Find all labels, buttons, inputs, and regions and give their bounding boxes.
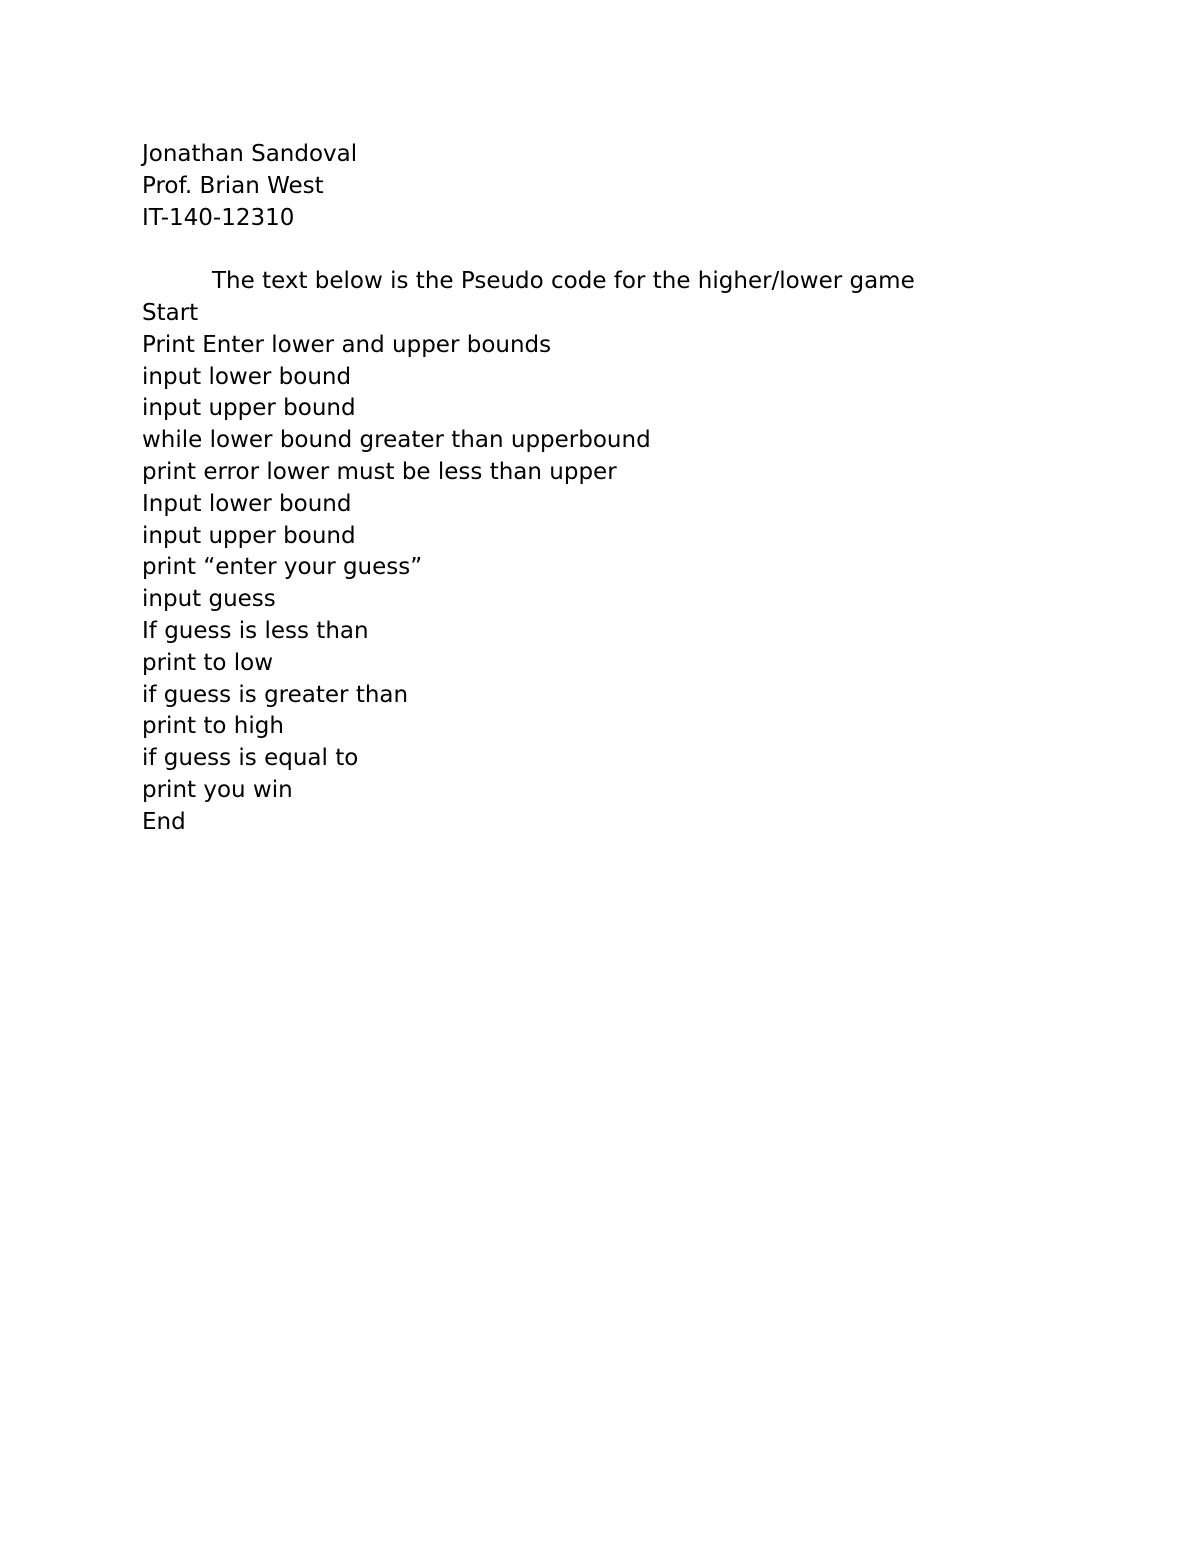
pseudocode-line: Print Enter lower and upper bounds bbox=[142, 331, 552, 358]
pseudocode-line: Start bbox=[142, 299, 199, 326]
document-body bbox=[142, 139, 1102, 839]
blank-line bbox=[142, 234, 1102, 266]
pseudocode-line: print to low bbox=[142, 649, 274, 676]
pseudocode-line: while lower bound greater than upperbound bbox=[142, 427, 651, 454]
pseudocode-line: print you win bbox=[142, 776, 293, 803]
course-code: IT-140-12310 bbox=[142, 204, 295, 231]
pseudocode-line: input upper bound bbox=[142, 522, 356, 549]
pseudocode-line: End bbox=[142, 808, 186, 835]
pseudocode-line: If guess is less than bbox=[142, 617, 369, 644]
pseudocode-line: input guess bbox=[142, 586, 276, 613]
pseudocode-line: print to high bbox=[142, 713, 284, 740]
pseudocode-line: Input lower bound bbox=[142, 490, 352, 517]
pseudocode-line: if guess is equal to bbox=[142, 745, 359, 772]
pseudocode-line: input lower bound bbox=[142, 363, 352, 390]
pseudocode-line: input upper bound bbox=[142, 395, 356, 422]
pseudocode-line: if guess is greater than bbox=[142, 681, 409, 708]
pseudocode-line: print error lower must be less than upper bbox=[142, 458, 617, 485]
author-name: Jonathan Sandoval bbox=[142, 141, 358, 167]
intro-paragraph: The text below is the Pseudo code for the higher/lower game bbox=[212, 268, 915, 295]
instructor-name: Prof. Brian West bbox=[142, 172, 324, 199]
pseudocode-line: print “enter your guess” bbox=[142, 554, 423, 581]
